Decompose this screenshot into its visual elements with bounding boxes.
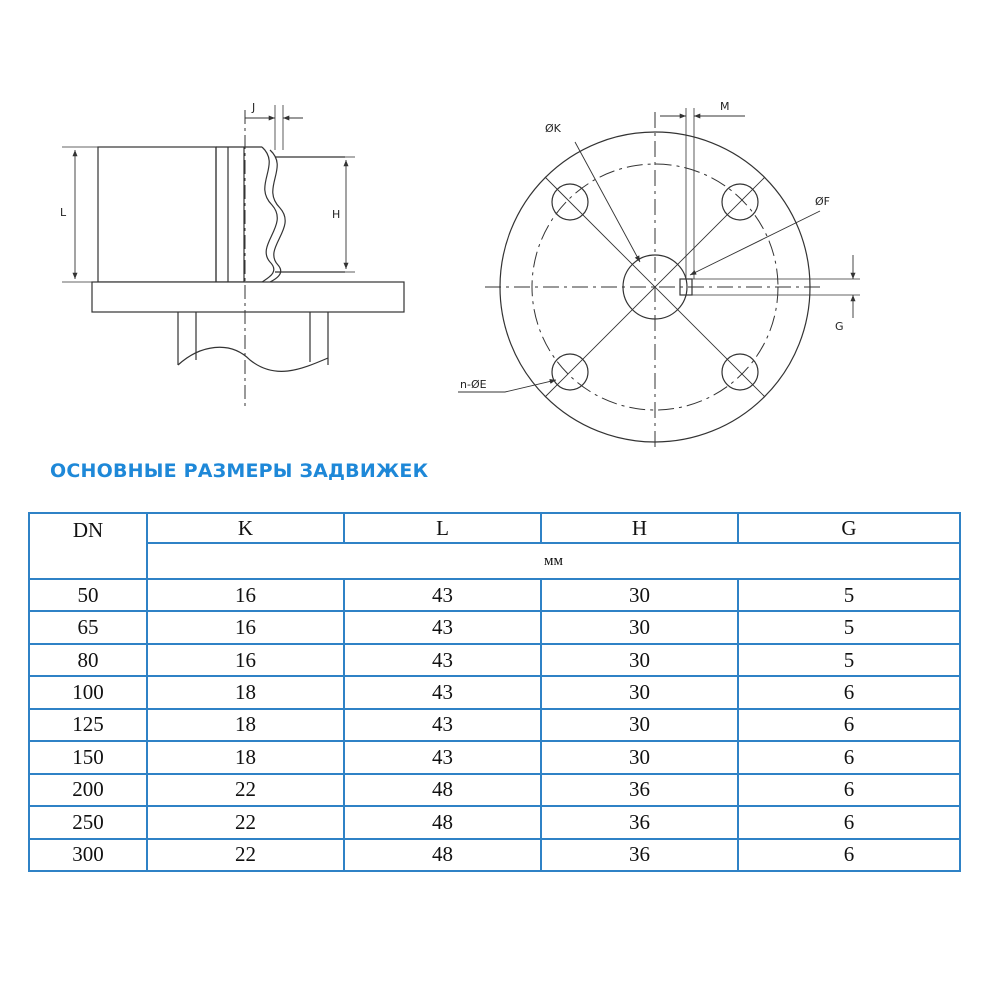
table-cell: 43 [344,709,541,741]
table-cell: 30 [541,579,738,611]
column-header-l: L [344,513,541,543]
table-cell: 250 [29,806,147,838]
table-cell: 65 [29,611,147,643]
table-cell: 30 [541,741,738,773]
table-row [29,806,960,838]
table-cell: 22 [147,839,344,872]
dim-label-j: J [252,101,256,114]
table-row [29,676,960,708]
table-cell: 150 [29,741,147,773]
table-cell: 200 [29,774,147,806]
table-cell: 48 [344,774,541,806]
table-cell: 30 [541,709,738,741]
table-cell: 16 [147,644,344,676]
table-cell: 18 [147,709,344,741]
side-view [62,105,404,410]
flange-view [458,108,860,450]
dim-label-e: n-ØE [460,378,487,391]
dim-label-h: H [332,208,341,221]
table-cell: 36 [541,806,738,838]
dimensions-table [28,512,961,872]
table-row [29,579,960,611]
table-cell: 300 [29,839,147,872]
stem-break [178,347,328,371]
table-cell: 22 [147,806,344,838]
table-cell: 100 [29,676,147,708]
table-cell: 43 [344,579,541,611]
unit-header: мм [147,543,960,579]
table-row [29,741,960,773]
table-cell: 6 [738,741,960,773]
table-cell: 6 [738,839,960,872]
table-cell: 43 [344,676,541,708]
table-cell: 5 [738,611,960,643]
table-cell: 125 [29,709,147,741]
column-header-g: G [738,513,960,543]
table-cell: 48 [344,839,541,872]
column-header-k: K [147,513,344,543]
table-cell: 36 [541,774,738,806]
column-header-h: H [541,513,738,543]
flange-plate [92,282,404,312]
dim-label-f: ØF [815,195,830,208]
table-row [29,839,960,872]
pipe-body [98,147,216,282]
table-cell: 50 [29,579,147,611]
table-cell: 6 [738,774,960,806]
table-cell: 30 [541,676,738,708]
table-cell: 5 [738,579,960,611]
table-cell: 16 [147,579,344,611]
technical-drawing [0,0,1000,450]
dim-label-m: M [720,100,730,113]
table-cell: 6 [738,806,960,838]
dim-label-k: ØK [545,122,561,135]
k-leader [575,142,640,262]
table-row [29,774,960,806]
table-row [29,644,960,676]
section-heading: ОСНОВНЫЕ РАЗМЕРЫ ЗАДВИЖЕК [50,460,429,482]
table-cell: 18 [147,741,344,773]
table-cell: 22 [147,774,344,806]
table-cell: 6 [738,676,960,708]
table-row [29,709,960,741]
table-cell: 30 [541,644,738,676]
table-cell: 43 [344,644,541,676]
table-row [29,611,960,643]
f-leader [690,211,820,275]
table-cell: 48 [344,806,541,838]
column-header-dn: DN [29,513,147,579]
table-cell: 5 [738,644,960,676]
table-cell: 43 [344,611,541,643]
table-cell: 16 [147,611,344,643]
table-cell: 36 [541,839,738,872]
dim-label-l: L [60,206,67,219]
table-cell: 18 [147,676,344,708]
table-cell: 80 [29,644,147,676]
table-cell: 30 [541,611,738,643]
table-cell: 43 [344,741,541,773]
table-cell: 6 [738,709,960,741]
dim-label-g: G [835,320,844,333]
